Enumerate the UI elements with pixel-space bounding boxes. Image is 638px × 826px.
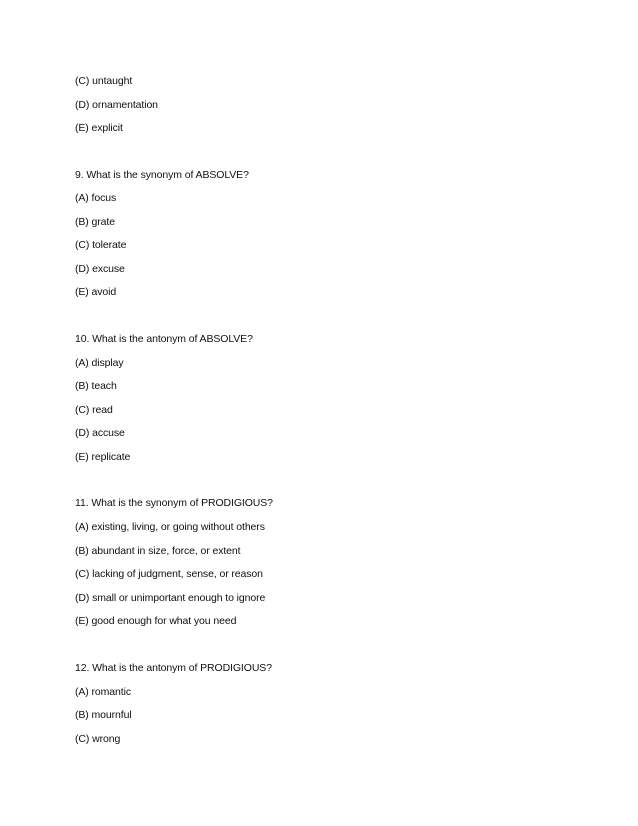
q9-option-a: (A) focus — [75, 192, 117, 204]
q11-option-d: (D) small or unimportant enough to ignore — [75, 592, 266, 604]
q9-option-b: (B) grate — [75, 216, 115, 228]
q11-option-c: (C) lacking of judgment, sense, or reason — [75, 568, 263, 580]
q11-option-a: (A) existing, living, or going without others — [75, 521, 265, 533]
q10-option-d: (D) accuse — [75, 427, 125, 439]
q10-option-c: (C) read — [75, 404, 113, 416]
q9-question: 9. What is the synonym of ABSOLVE? — [75, 169, 249, 181]
q8-option-d: (D) ornamentation — [75, 99, 158, 111]
q11-option-b: (B) abundant in size, force, or extent — [75, 545, 241, 557]
q10-option-e: (E) replicate — [75, 451, 131, 463]
q9-option-c: (C) tolerate — [75, 239, 127, 251]
q11-question: 11. What is the synonym of PRODIGIOUS? — [75, 497, 273, 509]
q11-option-e: (E) good enough for what you need — [75, 615, 237, 627]
q12-question: 12. What is the antonym of PRODIGIOUS? — [75, 662, 272, 674]
q8-option-e: (E) explicit — [75, 122, 123, 134]
q12-option-c: (C) wrong — [75, 733, 121, 745]
q8-option-c: (C) untaught — [75, 75, 133, 87]
q12-option-b: (B) mournful — [75, 709, 132, 721]
q12-option-a: (A) romantic — [75, 686, 131, 698]
q10-question: 10. What is the antonym of ABSOLVE? — [75, 333, 253, 345]
q10-option-b: (B) teach — [75, 380, 117, 392]
q10-option-a: (A) display — [75, 357, 124, 369]
q9-option-d: (D) excuse — [75, 263, 125, 275]
q9-option-e: (E) avoid — [75, 286, 117, 298]
